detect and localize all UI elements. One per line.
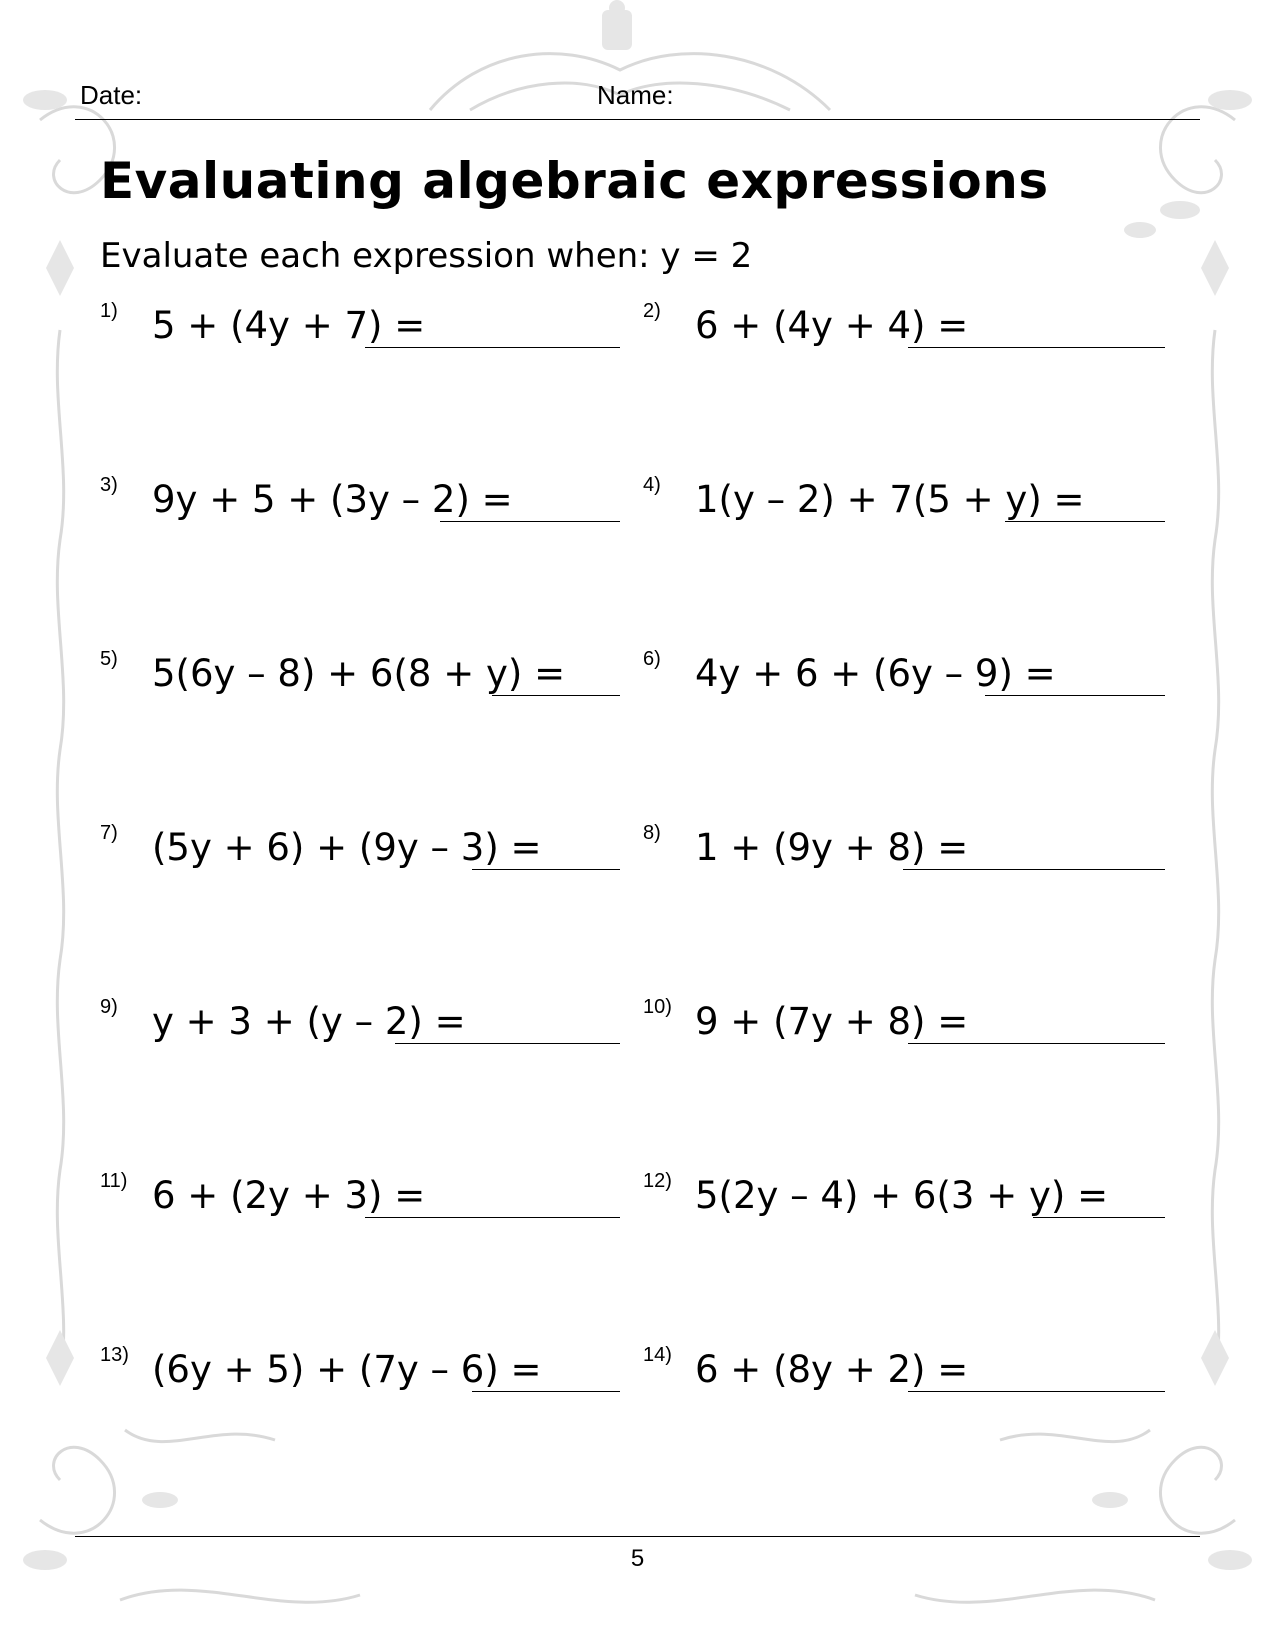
problem-number: 4) [643, 474, 661, 496]
problem-expression: 5(6y – 8) + 6(8 + y) = [152, 652, 566, 695]
answer-blank[interactable] [903, 869, 1165, 870]
answer-blank[interactable] [472, 869, 620, 870]
problem-expression: (6y + 5) + (7y – 6) = [152, 1348, 542, 1391]
problem-item [643, 474, 1165, 522]
problem-expression: 1 + (9y + 8) = [695, 826, 969, 869]
problem-item [100, 996, 620, 1044]
problem-item [100, 822, 620, 870]
answer-blank[interactable] [492, 695, 620, 696]
answer-blank[interactable] [365, 347, 620, 348]
problem-number: 7) [100, 822, 118, 844]
problem-number: 1) [100, 300, 118, 322]
problem-item [100, 648, 620, 696]
answer-blank[interactable] [1005, 521, 1165, 522]
problem-expression: 6 + (4y + 4) = [695, 304, 969, 347]
problem-expression: 5(2y – 4) + 6(3 + y) = [695, 1174, 1109, 1217]
problem-expression: (5y + 6) + (9y – 3) = [152, 826, 542, 869]
problem-expression: y + 3 + (y – 2) = [152, 1000, 466, 1043]
problem-expression: 5 + (4y + 7) = [152, 304, 426, 347]
problem-number: 11) [100, 1170, 128, 1192]
answer-blank[interactable] [472, 1391, 620, 1392]
instructions: Evaluate each expression when: y = 2 [100, 236, 753, 276]
problem-item [643, 822, 1165, 870]
problem-expression: 6 + (2y + 3) = [152, 1174, 426, 1217]
problem-number: 8) [643, 822, 661, 844]
answer-blank[interactable] [1033, 1217, 1165, 1218]
problem-expression: 6 + (8y + 2) = [695, 1348, 969, 1391]
problem-item [643, 1170, 1165, 1218]
header-rule [75, 119, 1200, 120]
answer-blank[interactable] [908, 347, 1165, 348]
footer-rule [75, 1536, 1200, 1537]
problem-item [100, 300, 620, 348]
answer-blank[interactable] [908, 1391, 1165, 1392]
problem-item [643, 648, 1165, 696]
problem-expression: 1(y – 2) + 7(5 + y) = [695, 478, 1085, 521]
problem-number: 2) [643, 300, 661, 322]
problem-number: 6) [643, 648, 661, 670]
problem-number: 12) [643, 1170, 672, 1192]
problem-item [100, 1344, 620, 1392]
problem-expression: 4y + 6 + (6y – 9) = [695, 652, 1056, 695]
problem-expression: 9 + (7y + 8) = [695, 1000, 969, 1043]
page-number: 5 [630, 1545, 645, 1572]
date-label: Date: [80, 80, 143, 110]
worksheet-title: Evaluating algebraic expressions [100, 152, 1049, 210]
problem-item [100, 1170, 620, 1218]
answer-blank[interactable] [395, 1043, 620, 1044]
name-label: Name: [597, 80, 674, 110]
problem-number: 9) [100, 996, 118, 1018]
problem-item [643, 1344, 1165, 1392]
answer-blank[interactable] [908, 1043, 1165, 1044]
problem-number: 3) [100, 474, 118, 496]
problem-expression: 9y + 5 + (3y – 2) = [152, 478, 513, 521]
problem-item [100, 474, 620, 522]
problem-number: 5) [100, 648, 118, 670]
answer-blank[interactable] [440, 521, 620, 522]
answer-blank[interactable] [985, 695, 1165, 696]
problem-number: 10) [643, 996, 672, 1018]
problem-number: 13) [100, 1344, 129, 1366]
problem-number: 14) [643, 1344, 672, 1366]
problem-item [643, 300, 1165, 348]
answer-blank[interactable] [365, 1217, 620, 1218]
problem-item [643, 996, 1165, 1044]
